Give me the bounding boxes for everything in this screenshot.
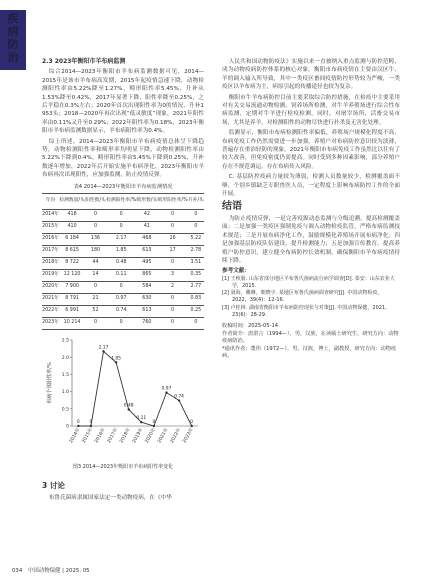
y-tick-label: 1.5 <box>61 373 69 379</box>
table-cell: 613 <box>136 306 157 318</box>
table-cell: 2014年 <box>42 210 59 222</box>
table-cell: 418 <box>59 210 85 222</box>
paragraph: 综合2014—2023年衡阳市羊布病监测数据可见，2014—2015年是该市羊布病高发期，2015年起疫情急速下降，动物检测阳性率由5.22%降至1.27%，畸形阳性率5.45%、升补从1.53%降至0.42%，2017年显著下降，阳性率降至0.25%，之后平稳在0.3%左右；2020年首次出现阳性率为0的情况，升补1 953头；2018—2020年再次出现“低灵敏度”现象，2021年阳性率由0.11%又升至0.29%；2022年阳性率为0.18%，2023年衡阳市羊布病监测数据显示，羊布病阳性率为0.4%。 <box>42 69 204 135</box>
data-label: 0 <box>76 420 80 426</box>
table-cell: 0 <box>188 210 204 222</box>
chart-area <box>42 334 204 462</box>
table-cell: 0 <box>157 306 187 318</box>
table-cell: 136 <box>85 234 106 246</box>
table-row <box>42 270 204 282</box>
table-cell: 584 <box>136 282 157 294</box>
y-tick-label: 0.5 <box>61 407 69 413</box>
data-label: 2.17 <box>98 345 109 351</box>
data-point <box>178 399 180 401</box>
paragraph: 衡阳市牛羊布病防控目前主要采取综合防控措施，在检疫中主要采用对有关交易流通动物检测、饲养场所检测，对牛羊养殖场进行综合性布病监测，定期对牛羊进行检疫检测，同时，对屠宰场所、活畜交易市场，尤其是养羊，对检测阳性的动物尽快进行扑杀及无害化处理。 <box>222 94 400 126</box>
table-cell: 2020年 <box>42 282 59 294</box>
table-cell: 0 <box>157 318 187 330</box>
table-cell: 0 <box>188 318 204 330</box>
x-tick-label: 2016年 <box>94 427 107 445</box>
table-cell: 0.35 <box>188 270 204 282</box>
table-cell: 2023年 <box>42 318 59 330</box>
x-tick-label: 2017年 <box>106 427 120 445</box>
table-cell: 8 615 <box>59 246 85 258</box>
paragraph: 布鲁氏菌病隶属国家法定一类动物疫病，在《中华 <box>48 494 172 501</box>
paragraph: C. 基层防控疫病力量较为薄弱，检测人员数量较少，检测覆盖面不够，个别乡镇缺乏专职兽医人员，一定程度上影响布病防控工作的全面开展。 <box>222 174 400 198</box>
table-cell: 865 <box>136 270 157 282</box>
table-cell: 2.78 <box>188 246 204 258</box>
table-cell: 0 <box>85 318 106 330</box>
table-cell: 468 <box>136 234 157 246</box>
corresponding-author: *通讯作者：董伟（1972—），男，汉族，博士，副教授，研究方向：动物疫病。 <box>222 345 397 360</box>
table-cell: 8 791 <box>59 294 85 306</box>
data-point <box>77 425 79 427</box>
table-header-cell: 阳性数/头 <box>85 194 106 210</box>
table-cell: 0 <box>106 282 136 294</box>
table-row <box>42 234 204 246</box>
table-header-cell: 升补/头 <box>188 194 204 210</box>
table-cell: 0.25 <box>188 306 204 318</box>
table-cell: 3.51 <box>188 258 204 270</box>
received-date: 收稿时间：2025-05-14 <box>222 322 279 329</box>
x-tick-label: 2014年 <box>69 427 82 445</box>
table-cell: 7 900 <box>59 282 85 294</box>
reference-item: [3] 卢桂林. 湖南省衡阳市羊布病防控现状与对策[J]. 中国动物保健，2021，23(6)：28-29. <box>222 304 391 318</box>
table-row <box>42 246 204 258</box>
x-tick-label: 2019年 <box>132 427 145 445</box>
x-tick-label: 2018年 <box>119 427 132 445</box>
table-cell: 0.97 <box>106 294 136 306</box>
data-point <box>140 421 142 423</box>
x-tick-label: 2021年 <box>157 427 170 445</box>
discussion-heading: 3 讨论 <box>42 480 65 490</box>
table-cell: 52 <box>85 306 106 318</box>
y-tick-label: 2.5 <box>61 338 69 344</box>
table-cell: 2017年 <box>42 246 59 258</box>
table-cell: 0 <box>106 318 136 330</box>
table-cell: 21 <box>85 294 106 306</box>
table-row <box>42 210 204 222</box>
table-cell: 26 <box>157 234 187 246</box>
table-cell: 1.85 <box>106 246 136 258</box>
data-point <box>191 425 193 427</box>
conclusion-heading: 结语 <box>222 200 242 212</box>
table-cell: 2 <box>157 282 187 294</box>
table-header-cell: 检测阳性率/% <box>106 194 136 210</box>
reference-item: [2] 聂海，戴琳，朝晓宇. 某地区布鲁氏菌病调查研究[J]. 中国动物检疫，2022，39(4)：12-16. <box>222 290 383 304</box>
data-label: 0 <box>190 420 194 426</box>
table-caption: 表4 2014—2023年衡阳市羊布病监测情况 <box>73 183 173 190</box>
data-point <box>153 425 155 427</box>
table-header-cell: 年份 <box>42 194 59 210</box>
table-header-row <box>42 194 204 210</box>
table-cell: 613 <box>136 246 157 258</box>
table-cell: 0 <box>157 210 187 222</box>
page-footer <box>12 566 94 574</box>
journal-name: 中国动物保健 | 2025. 05 <box>28 568 90 574</box>
data-label: 0.48 <box>123 403 134 409</box>
data-label: 0.74 <box>174 394 184 400</box>
section-label: 疾病防治 <box>7 12 19 64</box>
table-cell: 12 120 <box>59 270 85 282</box>
table-row <box>42 318 204 330</box>
table-cell: 41 <box>136 222 157 234</box>
table-row <box>42 294 204 306</box>
page-number: 034 <box>12 568 23 574</box>
table-cell: 0.11 <box>106 270 136 282</box>
table-cell: 6 991 <box>59 306 85 318</box>
left-column <box>42 58 204 504</box>
table-row <box>42 306 204 318</box>
table-header-cell: 检测数量/头 <box>59 194 85 210</box>
x-tick-label: 2020年 <box>144 427 158 445</box>
data-label: 0.11 <box>136 416 147 422</box>
table-row <box>42 258 204 270</box>
table-cell: 495 <box>136 258 157 270</box>
table-cell: 5.22 <box>188 234 204 246</box>
table-header-cell: 畸形阳性率/% <box>157 194 187 210</box>
paragraph: 监测显示，衡阳市布病检测阳性率偏低，养殖场户规模化程度不高，布病免疫工作仍然需要进一步加强。养殖户对布病防控意识较为淡薄，普遍存在重治轻防的现象，2021年衡阳市布病免疫工作虽然比以往有了较大改善，但免疫密度仍需提高。同时受到多种因素影响，部分养殖户存在不规范调运，存在布病传入风险。 <box>222 130 400 170</box>
figure-caption: 图3 2014—2023年衡阳市羊布病阳性率变化 <box>72 464 174 471</box>
table-cell: 2.77 <box>188 282 204 294</box>
table-cell: 42 <box>136 210 157 222</box>
table-body <box>42 210 204 330</box>
table-cell: 44 <box>85 258 106 270</box>
table-cell: 0 <box>157 258 187 270</box>
table-cell: 630 <box>136 294 157 306</box>
table-cell: 6 184 <box>59 234 85 246</box>
data-point <box>115 361 117 363</box>
series-line <box>78 351 194 426</box>
paragraph: 为防止疫情反弹，一是完善疫源动态监测与分级追溯，提高检测覆盖面；二是加强一类疫区强制免疫与调入动物检疫监管，严格布病监测技术规范；三是开展布病净化工作，鼓励规模化养殖场开展布病净化；四是加强基层防疫队伍建设，提升检测能力；五是加强宣传教育，提高养殖户防控意识，建立健全布病防控长效机制，确保衡阳市羊布病疫情持续下降。 <box>222 215 400 264</box>
data-label: 1.85 <box>111 356 121 362</box>
positivity-line-chart <box>42 334 204 462</box>
table-cell: 10 214 <box>59 318 85 330</box>
section-title: 2.3 2023年衡阳市羊布病监测 <box>42 58 126 65</box>
table-header-cell: 畸形数/头 <box>136 194 157 210</box>
table-cell: 2018年 <box>42 258 59 270</box>
reference-item: [1] 王秋菊. 山东省部分地区羊布鲁氏菌病流行病学调查[D]. 泰安：山东农业大学，2015. <box>222 275 395 289</box>
table-cell: 2022年 <box>42 306 59 318</box>
table-cell: 0.74 <box>106 306 136 318</box>
table-cell: 0 <box>85 222 106 234</box>
table-cell: 3 <box>157 270 187 282</box>
right-column <box>222 58 400 361</box>
author-info: 作者简介：唐湛言（1994—），男，汉族，在读硕士研究生，研究方向：动物疫病防治。 <box>222 330 399 345</box>
table-cell: 2016年 <box>42 234 59 246</box>
table-cell: 0 <box>85 282 106 294</box>
table-cell: 410 <box>59 222 85 234</box>
table-cell: 0 <box>157 294 187 306</box>
y-axis-label: 布病个体阳性率/% <box>47 362 53 404</box>
table-cell: 8 722 <box>59 258 85 270</box>
paragraph: 综上所述，2014—2023年衡阳市羊布病疫情总体呈下降趋势，动物检测阳性率和畸形率均明显下降，动物检测阳性率由5.22%下降到0.4%，畸形阳性率由5.45%下降到0.25%，升补数逐年增加，2022年后开始实施羊布病净化，2023年衡阳市羊布病再次出现阳性，应加强监测，防止疫情反弹。 <box>42 138 204 179</box>
table-row <box>42 222 204 234</box>
data-point <box>90 425 92 427</box>
table-cell: 0 <box>188 222 204 234</box>
paragraph: 人民共和国动物防疫法》实施以来一直被纳入重点监测与防控范畴，成为动物疫病防控体系的核心对象。衡阳市布病疫情在主要由汉区牛、羊的调入输入所导致，其中一类疫区畜间疫情防控形势较为严峻，一类疫区以羊布病为主，病原引起的传播途径也较为复杂。 <box>222 59 400 91</box>
monitoring-table <box>42 193 204 330</box>
references-heading: 参考文献： <box>222 268 250 275</box>
x-tick-label: 2023年 <box>182 427 195 445</box>
table-cell: 2021年 <box>42 294 59 306</box>
table-cell: 0.83 <box>188 294 204 306</box>
data-point <box>165 392 167 394</box>
table-cell: 2015年 <box>42 222 59 234</box>
table-cell: 760 <box>136 318 157 330</box>
data-point <box>128 408 130 410</box>
table-cell: 0.48 <box>106 258 136 270</box>
data-label: 0.97 <box>161 386 172 392</box>
table-cell: 2019年 <box>42 270 59 282</box>
data-label: 0 <box>152 420 156 426</box>
table-cell: 0 <box>106 210 136 222</box>
data-point <box>102 350 104 352</box>
y-tick-label: 1.0 <box>61 390 69 396</box>
x-tick-label: 2022年 <box>169 427 183 445</box>
y-tick-label: 0 <box>66 424 69 430</box>
table-cell: 2.17 <box>106 234 136 246</box>
table-cell: 0 <box>157 222 187 234</box>
table-cell: 0 <box>85 210 106 222</box>
table-cell: 17 <box>157 246 187 258</box>
x-tick-label: 2015年 <box>81 427 95 445</box>
table-cell: 180 <box>85 246 106 258</box>
table-row <box>42 282 204 294</box>
table-cell: 0 <box>106 222 136 234</box>
data-label: 0 <box>89 420 93 426</box>
y-tick-label: 2.0 <box>61 355 69 361</box>
table-cell: 14 <box>85 270 106 282</box>
